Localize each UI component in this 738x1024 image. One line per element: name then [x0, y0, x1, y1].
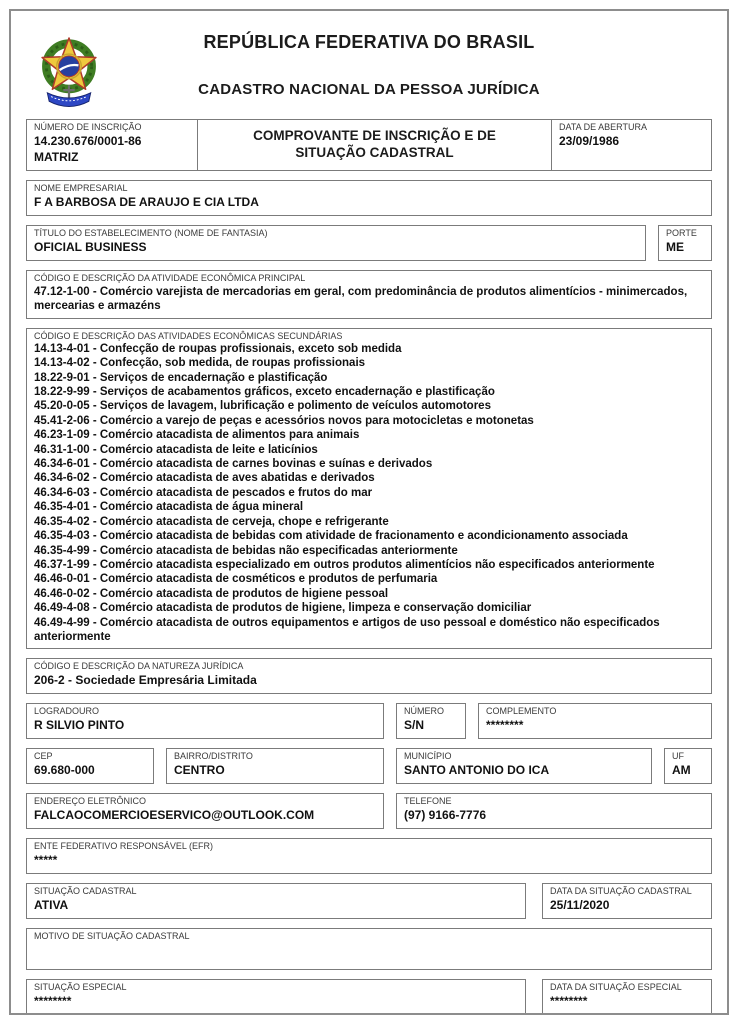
field-value: 206-2 - Sociedade Empresária Limitada	[34, 673, 257, 688]
activity-line: 46.49-4-08 - Comércio atacadista de produtos de higiene, limpeza e conservação domiciliar	[34, 602, 532, 615]
row-atividades-secundarias	[26, 328, 712, 650]
field-natureza-juridica	[26, 658, 712, 694]
activity-line: 46.34-6-01 - Comércio atacadista de carnes bovinas e suínas e derivados	[34, 458, 433, 471]
row-inscription	[26, 119, 712, 171]
field-label: UF	[672, 751, 684, 762]
field-email	[26, 793, 384, 829]
field-label: BAIRRO/DISTRITO	[174, 751, 253, 762]
activity-line: 18.22-9-99 - Serviços de acabamentos gráficos, exceto encadernação e plastificação	[34, 386, 495, 399]
field-label: ENDEREÇO ELETRÔNICO	[34, 796, 147, 807]
activity-line: 14.13-4-01 - Confecção de roupas profissionais, exceto sob medida	[34, 342, 402, 355]
field-efr	[26, 838, 712, 874]
activity-line: 46.37-1-99 - Comércio atacadista especializado em outros produtos alimentícios não especificados anteriormente	[34, 558, 655, 571]
row-contato	[26, 793, 712, 829]
field-bairro	[166, 748, 384, 784]
row-motivo-situacao	[26, 928, 712, 970]
field-label: NOME EMPRESARIAL	[34, 183, 128, 193]
activity-line: 46.49-4-99 - Comércio atacadista de outros equipamentos e artigos de uso pessoal e doméstico não especificados anteriormente	[34, 616, 660, 643]
field-value: (97) 9166-7776	[404, 808, 487, 823]
field-value: ATIVA	[34, 898, 69, 913]
activity-line: 46.31-1-00 - Comércio atacadista de leite e laticínios	[34, 443, 318, 456]
document-header	[26, 17, 712, 119]
field-value: SANTO ANTONIO DO ICA	[404, 763, 550, 778]
activity-line: 46.35-4-99 - Comércio atacadista de bebidas não especificadas anteriormente	[34, 544, 458, 557]
field-value: ********	[486, 718, 524, 733]
activity-list	[34, 342, 704, 645]
row-nome-empresarial	[26, 180, 712, 216]
field-value: *****	[34, 853, 58, 868]
field-value: ********	[550, 994, 588, 1009]
field-value: 23/09/1986	[559, 134, 620, 148]
field-value: OFICIAL BUSINESS	[34, 240, 147, 254]
activity-line: 45.20-0-05 - Serviços de lavagem, lubrificação e polimento de veículos automotores	[34, 400, 491, 413]
row-situacao-especial	[26, 979, 712, 1015]
field-nome-empresarial	[26, 180, 712, 216]
field-label: CÓDIGO E DESCRIÇÃO DA NATUREZA JURÍDICA	[34, 661, 244, 672]
page-title: REPÚBLICA FEDERATIVA DO BRASIL	[203, 32, 535, 52]
activity-line: 46.35-4-03 - Comércio atacadista de bebidas com atividade de fracionamento e acondicionamento associada	[34, 530, 628, 543]
field-atividade-principal	[26, 270, 712, 319]
field-uf	[664, 748, 712, 784]
field-label: CEP	[34, 751, 53, 762]
field-value: 69.680-000	[34, 763, 95, 778]
document-border-frame	[9, 9, 729, 1015]
field-municipio	[396, 748, 652, 784]
field-label: LOGRADOURO	[34, 706, 100, 717]
row-logradouro	[26, 703, 712, 739]
activity-line: 46.35-4-02 - Comércio atacadista de cerveja, chope e refrigerante	[34, 515, 389, 528]
field-label: SITUAÇÃO CADASTRAL	[34, 886, 137, 897]
field-value: AM	[672, 763, 691, 778]
activity-line: 14.13-4-02 - Confecção, sob medida, de roupas profissionais	[34, 357, 366, 370]
field-value: FALCAOCOMERCIOESERVICO@OUTLOOK.COM	[34, 808, 315, 823]
row-efr	[26, 838, 712, 874]
row-situacao-cadastral	[26, 883, 712, 919]
field-label: CÓDIGO E DESCRIÇÃO DAS ATIVIDADES ECONÔMICAS SECUNDÁRIAS	[34, 330, 343, 341]
field-label: SITUAÇÃO ESPECIAL	[34, 982, 127, 993]
activity-line: 46.34-6-03 - Comércio atacadista de pescados e frutos do mar	[34, 486, 373, 499]
field-situacao-especial	[26, 979, 526, 1015]
field-value: ME	[666, 240, 684, 254]
activity-line: 45.41-2-06 - Comércio a varejo de peças e acessórios novos para motocicletas e motonetas	[34, 414, 534, 427]
field-motivo-situacao	[26, 928, 712, 970]
field-value: 14.230.676/0001-86	[34, 134, 142, 148]
field-label: MOTIVO DE SITUAÇÃO CADASTRAL	[34, 931, 190, 942]
activity-line: 46.46-0-02 - Comércio atacadista de produtos de higiene pessoal	[34, 587, 389, 600]
field-value: ********	[34, 994, 72, 1009]
brazil-coat-of-arms-icon	[35, 30, 103, 114]
field-value: R SILVIO PINTO	[34, 718, 125, 733]
document-title: COMPROVANTE DE INSCRIÇÃO E DE SITUAÇÃO CADASTRAL	[253, 128, 496, 160]
field-value-tipo: MATRIZ	[34, 150, 79, 164]
activity-line: 46.34-6-02 - Comércio atacadista de aves abatidas e derivados	[34, 472, 375, 485]
field-label: MUNICÍPIO	[404, 751, 452, 762]
row-atividade-principal	[26, 270, 712, 319]
field-porte	[658, 225, 712, 261]
page-subtitle: CADASTRO NACIONAL DA PESSOA JURÍDICA	[198, 81, 540, 98]
field-data-situacao-cadastral	[542, 883, 712, 919]
row-fantasia-porte	[26, 225, 712, 261]
field-numero-inscricao	[26, 119, 198, 171]
field-cep	[26, 748, 154, 784]
field-data-situacao-especial	[542, 979, 712, 1015]
field-value: 25/11/2020	[550, 898, 610, 913]
field-situacao-cadastral	[26, 883, 526, 919]
field-value: S/N	[404, 718, 425, 733]
activity-line: 46.35-4-01 - Comércio atacadista de água mineral	[34, 501, 304, 514]
document-title-cell	[197, 119, 552, 171]
field-label: NÚMERO DE INSCRIÇÃO	[34, 122, 142, 132]
field-value: 47.12-1-00 - Comércio varejista de mercadorias em geral, com predominância de produtos alimentícios - minimercados, mercearias e armazéns	[34, 286, 688, 313]
row-cep-municipio	[26, 748, 712, 784]
field-label: COMPLEMENTO	[486, 706, 557, 717]
row-natureza-juridica	[26, 658, 712, 694]
activity-line: 18.22-9-01 - Serviços de encadernação e plastificação	[34, 371, 328, 384]
field-value: F A BARBOSA DE ARAUJO E CIA LTDA	[34, 195, 259, 209]
field-label: CÓDIGO E DESCRIÇÃO DA ATIVIDADE ECONÔMICA PRINCIPAL	[34, 273, 306, 283]
field-label: NÚMERO	[404, 706, 444, 717]
field-atividades-secundarias	[26, 328, 712, 650]
field-complemento	[478, 703, 712, 739]
activity-line: 46.46-0-01 - Comércio atacadista de cosméticos e produtos de perfumaria	[34, 573, 438, 586]
field-label: DATA DA SITUAÇÃO ESPECIAL	[550, 982, 682, 993]
field-label: TÍTULO DO ESTABELECIMENTO (NOME DE FANTASIA)	[34, 228, 268, 238]
field-logradouro	[26, 703, 384, 739]
field-label: DATA DA SITUAÇÃO CADASTRAL	[550, 886, 692, 897]
activity-line: 46.23-1-09 - Comércio atacadista de alimentos para animais	[34, 429, 360, 442]
field-label: ENTE FEDERATIVO RESPONSÁVEL (EFR)	[34, 841, 214, 852]
field-label: TELEFONE	[404, 796, 452, 807]
field-nome-fantasia	[26, 225, 646, 261]
field-label: PORTE	[666, 228, 697, 238]
field-value: CENTRO	[174, 763, 225, 778]
field-data-abertura	[551, 119, 712, 171]
field-telefone	[396, 793, 712, 829]
field-numero	[396, 703, 466, 739]
field-label: DATA DE ABERTURA	[559, 122, 648, 132]
